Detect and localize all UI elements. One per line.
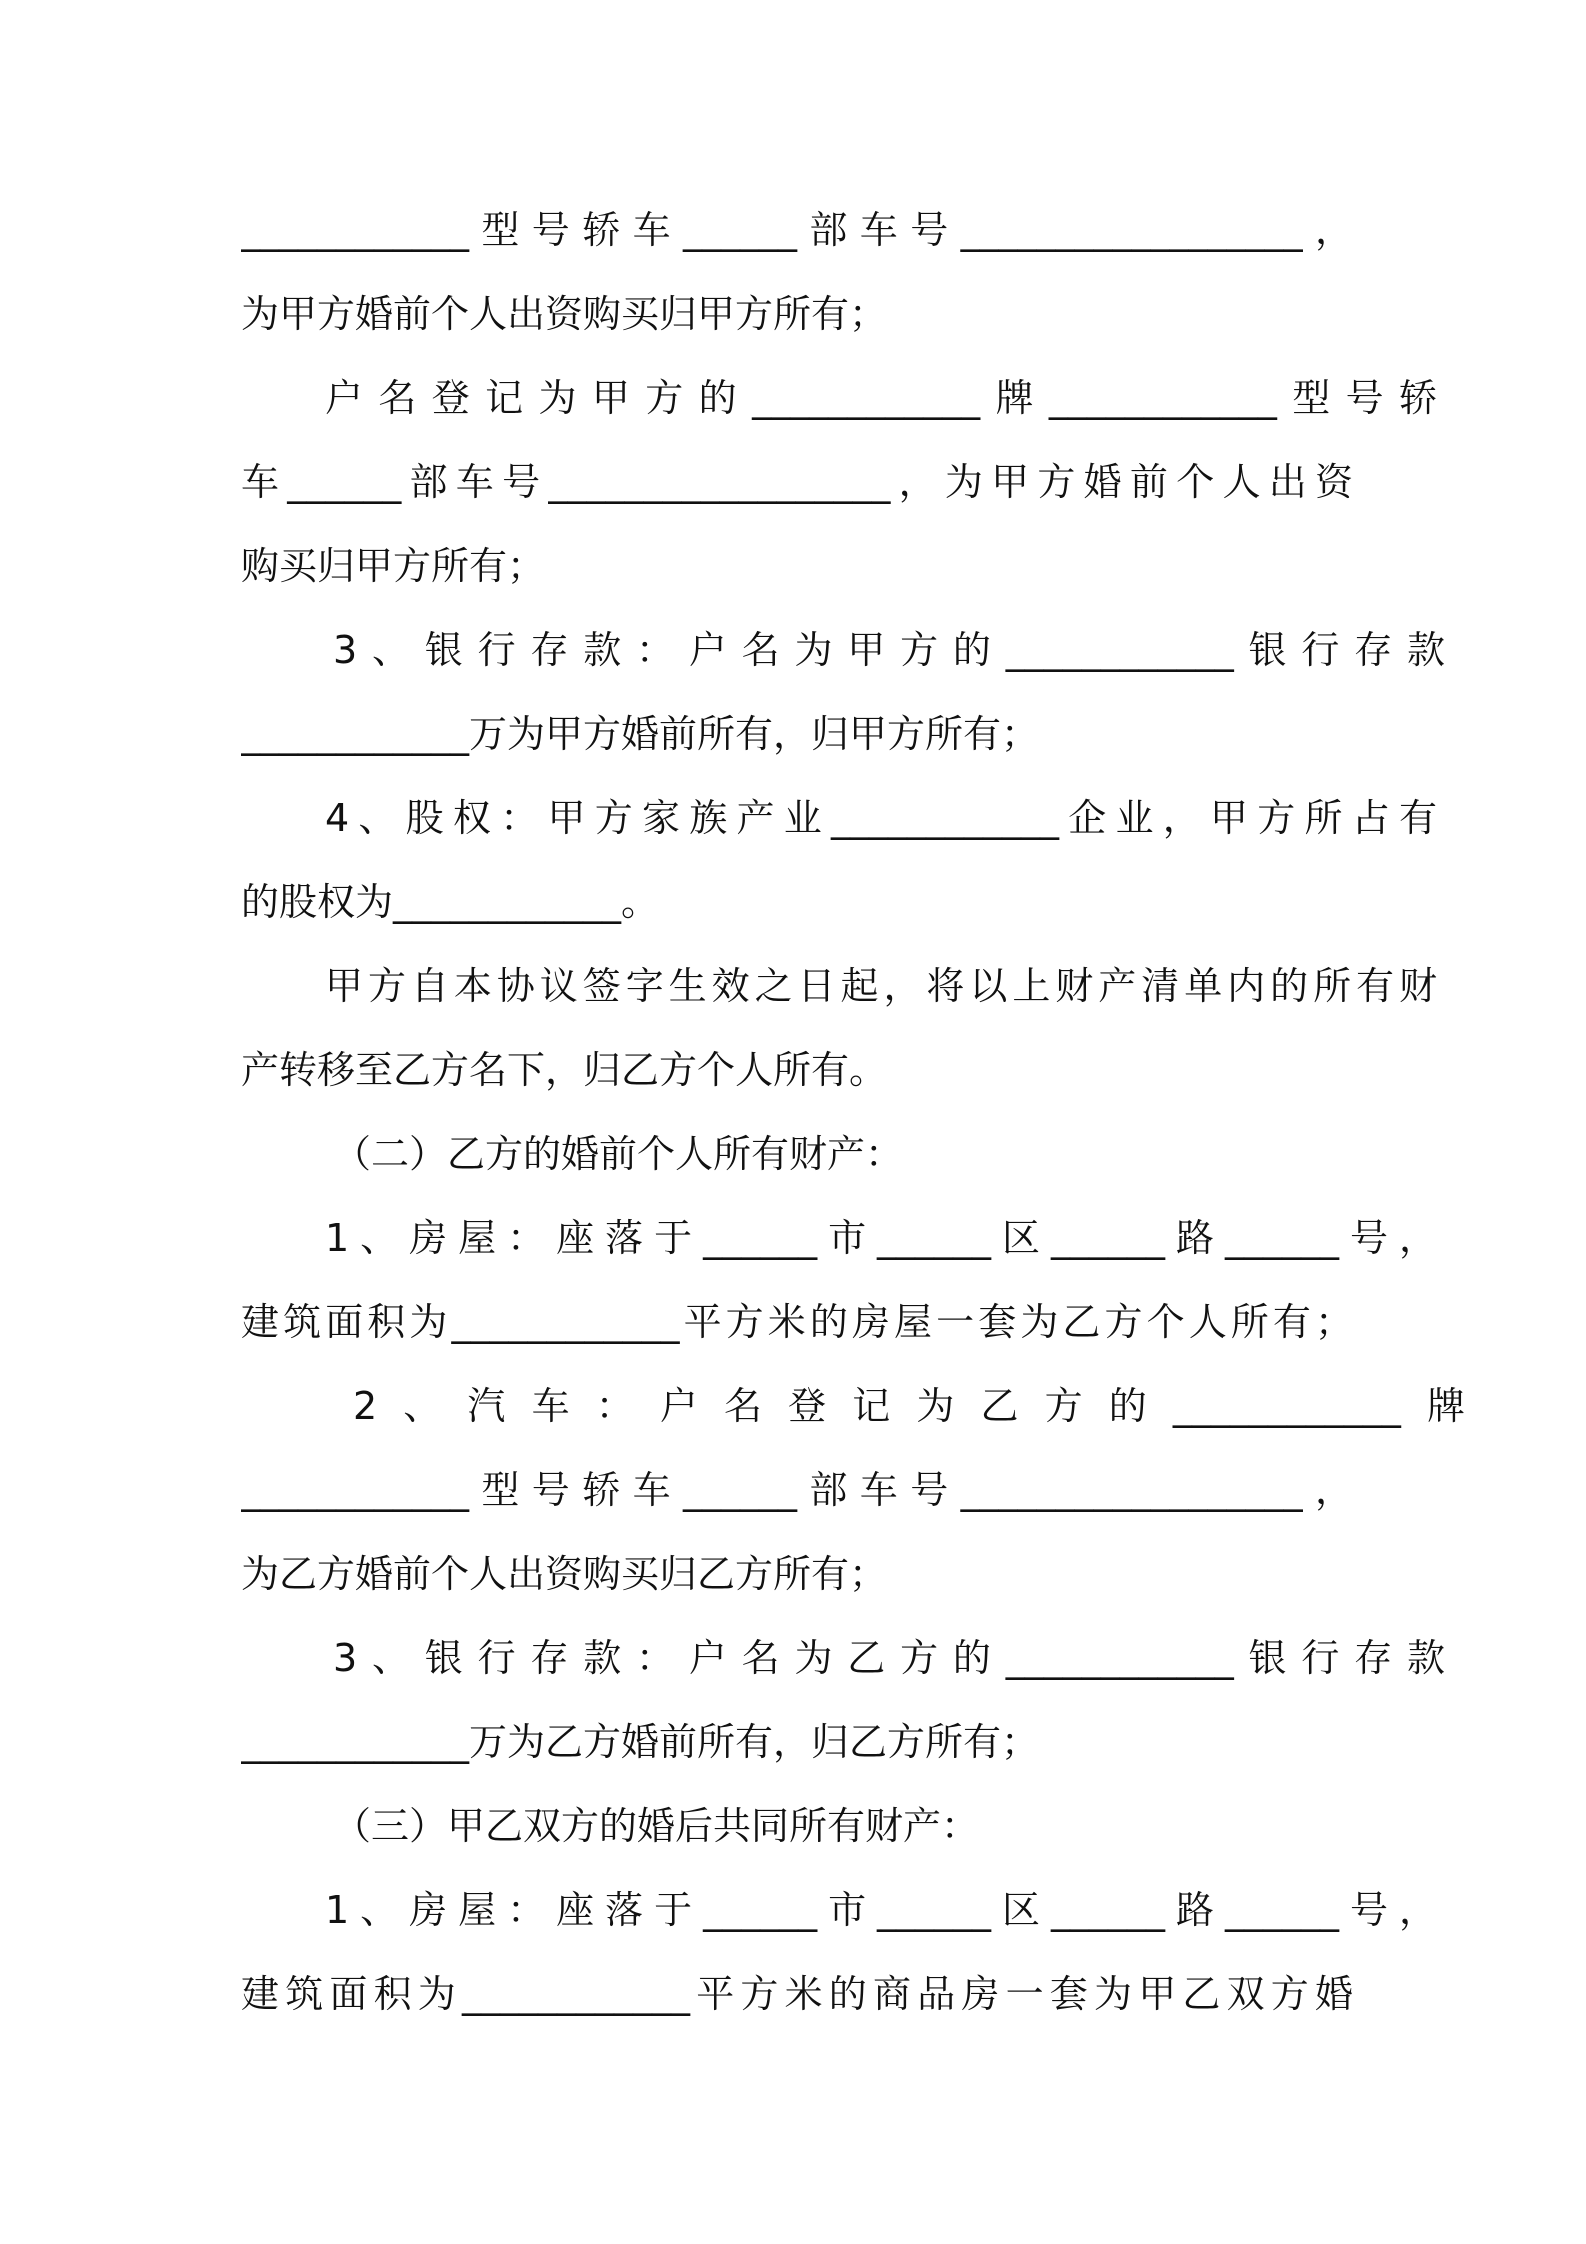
text-line-21: 1、房屋：座落于______市______区______路______号， <box>325 1888 1437 1932</box>
text-line-9: 的股权为____________。 <box>241 880 660 924</box>
text-line-1: ____________型号轿车______部车号__________________， <box>241 208 1353 252</box>
text-line-16: ____________型号轿车______部车号__________________， <box>241 1468 1353 1512</box>
section-heading-2: （二）乙方的婚前个人所有财产： <box>333 1132 904 1176</box>
text-line-2: 为甲方婚前个人出资购买归甲方所有； <box>241 292 888 336</box>
text-line-8: 4、股权：甲方家族产业____________企业，甲方所占有 <box>325 796 1437 840</box>
text-line-13: 1、房屋：座落于______市______区______路______号， <box>325 1216 1437 1260</box>
text-line-5: 购买归甲方所有； <box>241 544 546 588</box>
text-line-14: 建筑面积为____________平方米的房屋一套为乙方个人所有； <box>241 1300 1353 1344</box>
text-line-15: 2、汽车：户名登记为乙方的____________牌 <box>353 1384 1465 1428</box>
text-line-17: 为乙方婚前个人出资购买归乙方所有； <box>241 1552 888 1596</box>
text-line-10: 甲方自本协议签字生效之日起，将以上财产清单内的所有财 <box>325 964 1437 1008</box>
text-line-7: ____________万为甲方婚前所有，归甲方所有； <box>241 712 1040 756</box>
text-line-6: 3、银行存款：户名为甲方的____________银行存款 <box>333 628 1445 672</box>
section-heading-3: （三）甲乙双方的婚后共同所有财产： <box>333 1804 980 1848</box>
text-line-18: 3、银行存款：户名为乙方的____________银行存款 <box>333 1636 1445 1680</box>
text-line-3: 户名登记为甲方的____________牌____________型号轿 <box>325 376 1437 420</box>
text-line-22: 建筑面积为____________平方米的商品房一套为甲乙双方婚 <box>241 1972 1353 2016</box>
text-line-11: 产转移至乙方名下，归乙方个人所有。 <box>241 1048 888 1092</box>
text-line-4: 车______部车号__________________，为甲方婚前个人出资 <box>241 460 1353 504</box>
text-line-19: ____________万为乙方婚前所有，归乙方所有； <box>241 1720 1040 1764</box>
